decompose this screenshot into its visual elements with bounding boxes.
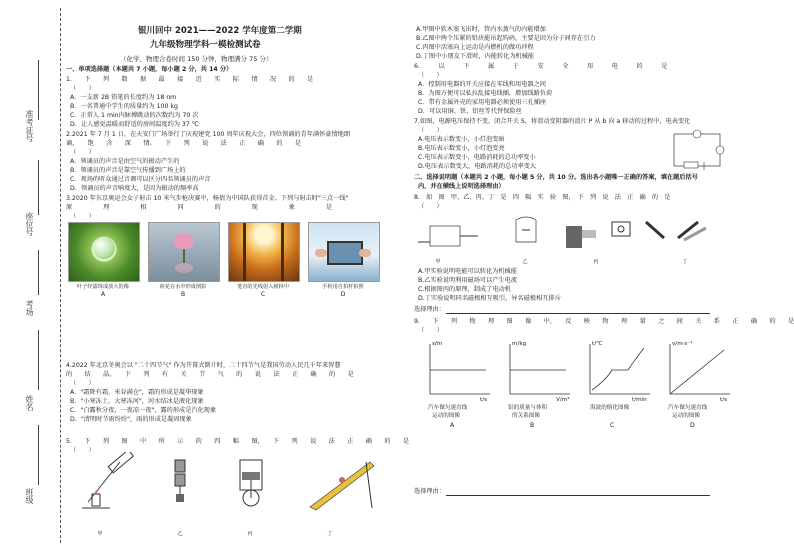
q5-figures — [80, 452, 380, 514]
q2-option-c: C．观场的听众通过音调可以区分四名领诵员的声音 — [70, 176, 211, 183]
q2-paren: （ ） — [70, 149, 95, 156]
q5-option-d: D.丁图中小朋友下滑时，内能转化为机械能 — [416, 53, 535, 60]
q9-d-caption-2: 运动的图像 — [672, 413, 700, 419]
q5-label-bing: 丙 — [247, 531, 253, 537]
q8-option-c: C.根据图丙的原理，制成了电动机 — [418, 286, 511, 293]
q6-option-d: D．可以用铜、铁、铝丝等代替保险丝 — [418, 108, 522, 115]
q9-paren: （ ） — [418, 327, 443, 334]
fill-line-5 — [38, 425, 39, 485]
q9-c-caption-1: 海波的熔化图像 — [590, 405, 630, 411]
q4-option-c: C．"白露秋分夜，一夜凉一夜"，露的形成是汽化现象 — [70, 407, 217, 414]
q9-a-y-axis: s/m — [432, 341, 443, 347]
q8-paren: （ ） — [418, 203, 443, 210]
q9-a-letter: A — [450, 422, 455, 429]
q3-letter-c: C — [260, 291, 266, 298]
section-2-heading-1: 二、选择说明题（本题共 2 小题，每小题 5 分，共 10 分。选出各小题唯一正确的答案，填在题后括号 — [414, 174, 698, 181]
binding-line — [60, 8, 61, 543]
q6-option-a: A．控制用电器的开关应接在零线和用电器之间 — [418, 81, 546, 88]
q3-photo-b-lotus — [148, 222, 220, 282]
fill-line-3 — [38, 250, 39, 295]
field-exam-number: 准考证号 — [25, 110, 34, 142]
q9-a-caption-2: 运动的图像 — [432, 413, 460, 419]
q9-stem: 9. 下 列 物 理 图 像 中， 反 映 物 理 量 之 间 关 系 正 确 的 是 — [414, 318, 794, 325]
q8-reason-line[interactable] — [446, 313, 710, 314]
q3-caption-d: 手机用自拍杆拍照 — [322, 284, 364, 290]
q4-paren: （ ） — [70, 380, 95, 387]
q9-c-letter: C — [610, 422, 615, 429]
q9-b-caption-2: 的关系图像 — [512, 413, 540, 419]
q9-b-caption-1: 铝的质量与体积 — [508, 405, 548, 411]
field-seat-number: 座位号 — [25, 212, 34, 236]
q5-option-a: A.甲图中软木塞飞出时，管内水蒸气的内能增加 — [416, 26, 546, 33]
q9-graph-a — [424, 340, 494, 450]
q1-option-a: A．一支新 2B 铅笔的长度约为 18 nm — [70, 94, 177, 101]
q9-a-caption-1: 汽车做匀速直线 — [428, 405, 468, 411]
q2-stem-2: 诵， 饱 含 深 情。 下 列 说 法 正 确 的 是 — [66, 140, 302, 147]
q7-circuit-diagram — [670, 128, 726, 172]
q7-paren: （ ） — [418, 127, 443, 134]
title-line-2: 九年级物理学科一模检测试卷 — [150, 40, 261, 50]
q2-option-d: D．领诵员的声音响度大，是因为振动的频率高 — [70, 185, 199, 192]
q8-option-b: B.乙实验说明利用磁场可以产生电流 — [418, 277, 518, 284]
q3-letter-b: B — [180, 291, 186, 298]
q1-option-b: B．一名普通中学生的质量约为 100 kg — [70, 103, 178, 110]
q4-option-a: A．"霜降有霜，米谷满仓"，霜的形成是凝华现象 — [70, 389, 204, 396]
section-2-heading-2: 内，并在横线上说明选择理由） — [418, 183, 505, 190]
q3-caption-c: 笔直的光线射入树林中 — [237, 284, 289, 290]
q1-paren: （ ） — [70, 85, 95, 92]
q2-option-b: B．领诵员的声音是靠空气传播到广场上的 — [70, 167, 186, 174]
q5-label-ding: 丁 — [327, 531, 333, 537]
q2-stem-1: 2.2021 年 7 月 1 日，在天安门广场举行了庆祝建党 100 周年庆祝大会，四位领诵的青年满怀豪情地朗 — [66, 131, 351, 138]
q6-stem: 6. 以 下 属 于 安 全 用 电 的 是 — [414, 63, 668, 70]
q8-label-yi: 乙 — [522, 259, 528, 265]
q8-label-bing: 丙 — [593, 259, 599, 265]
section-1-heading: 一、单项选择题（本题共 7 小题，每小题 2 分，共 14 分） — [66, 66, 233, 73]
q3-letter-d: D — [340, 291, 346, 298]
q7-option-b: B.电压表示数变小，小灯泡变亮 — [418, 145, 505, 152]
q9-b-x-axis: V/m³ — [556, 397, 570, 403]
q4-option-b: B．"小寒冻土，大寒冻河"，河水结冰是液化现象 — [70, 398, 204, 405]
q2-option-a: A．领诵员的声音是由空气的振动产生的 — [70, 158, 180, 165]
q5-paren: （ ） — [70, 447, 95, 454]
q3-stem-1: 3.2020 年东京奥运会女子射击 10 米气步枪决赛中，杨倩为中国队获得首金。下列与射击时"三点一线" — [66, 195, 349, 202]
q9-d-caption-1: 汽车做匀速直线 — [668, 405, 708, 411]
fill-line-4 — [38, 330, 39, 390]
q6-option-b: B．为图方便可以私拉乱接电线插，增加线路负荷 — [418, 90, 553, 97]
q7-stem: 7.如图，电源电压保持不变，闭合开关 S，将滑动变阻器的滑片 P 从 b 向 a 移动的过程中，电表变化 — [414, 118, 691, 125]
q3-caption-b: 荷花在水中形成倒影 — [159, 284, 207, 290]
q9-reason-label: 选择理由： — [414, 488, 445, 495]
q4-stem-2: 的 结 晶。 下 列 有 关 节 气 的 说 法 正 确 的 是 — [66, 371, 354, 378]
q4-option-d: D．"清明时节雨纷纷"，雨的形成是凝固现象 — [70, 416, 192, 423]
q8-figures — [416, 212, 716, 258]
q9-b-y-axis: m/kg — [512, 341, 527, 347]
q6-paren: （ ） — [418, 72, 443, 79]
q9-graph-b — [504, 340, 574, 450]
q3-photo-d-selfie-stick — [308, 222, 380, 282]
q9-d-x-axis: t/s — [720, 397, 727, 403]
q3-photo-c-forest-light — [228, 222, 300, 282]
q7-option-d: D.电压表示数变大，电路消耗的总功率变大 — [418, 163, 537, 170]
q9-graph-c — [584, 340, 654, 450]
q3-photo-a-water-drop — [68, 222, 140, 282]
q4-stem-1: 4.2022 年北京冬奥会以 "二十四节气" 作为开幕式倒计时，二十四节气是我国劳动人民几千年来智慧 — [66, 362, 341, 369]
fill-line-2 — [38, 160, 39, 215]
q9-c-y-axis: t/℃ — [592, 341, 603, 347]
q9-graph-d — [664, 340, 734, 450]
q8-reason-label: 选择理由： — [414, 306, 445, 313]
field-name: 姓名 — [25, 395, 34, 411]
q9-c-x-axis: t/min — [632, 397, 647, 403]
q7-option-c: C.电压表示数变小，电路消耗的总功率变小 — [418, 154, 536, 161]
fill-line-1 — [38, 60, 39, 120]
q3-paren: （ ） — [70, 213, 95, 220]
q9-d-y-axis: v/m·s⁻¹ — [672, 341, 693, 347]
q1-option-d: D．让人感觉温暖而舒适的房间温度约为 37 ℃ — [70, 121, 199, 128]
q7-option-a: A.电压表示数变小，小灯泡变暗 — [418, 136, 505, 143]
field-class: 班级 — [25, 488, 34, 504]
q5-option-b: B.乙图中两个压紧的铅块能吊起钩码，主要是因为分子间存在引力 — [416, 35, 596, 42]
exam-note: （化学、物理合卷时间 150 分钟，物理满分 75 分） — [120, 55, 273, 63]
q9-a-x-axis: t/s — [480, 397, 487, 403]
q5-stem: 5. 下 列 图 中 所 示 的 四 幅 图， 下 列 说 法 正 确 的 是 — [66, 438, 410, 445]
q5-option-c: C.丙图中活塞向上运动是内燃机的做功冲程 — [416, 44, 534, 51]
q9-reason-line[interactable] — [446, 495, 710, 496]
q3-caption-a: 叶子经露珠成放大的像 — [77, 284, 129, 290]
q8-option-d: D.丁实验说明同名磁极相互吸引，异名磁极相互排斥 — [418, 295, 561, 302]
q8-stem: 8. 如 图 甲、乙、丙、丁 是 四 幅 实 验 图， 下 列 说 法 正 确 的 是 — [414, 194, 671, 201]
q8-option-a: A.甲实验说明电能可以转化为机械能 — [418, 268, 517, 275]
q8-label-ding: 丁 — [682, 259, 688, 265]
q1-stem: 1. 下 列 数 据 最 接 近 实 际 情 况 的 是 — [66, 76, 314, 83]
q6-option-c: C．带有金属外壳的家用电器必须使用三孔插座 — [418, 99, 547, 106]
q9-b-letter: B — [530, 422, 535, 429]
q3-stem-2: 原 理 相 同 的 现 象 是 — [66, 204, 333, 211]
q1-option-c: C．正常人 1 min内脉搏跳动的次数约为 70 次 — [70, 112, 199, 119]
q5-label-jia: 甲 — [97, 531, 103, 537]
q5-label-yi: 乙 — [177, 531, 183, 537]
field-exam-room: 考场 — [25, 300, 34, 316]
q3-letter-a: A — [100, 291, 106, 298]
q8-label-jia: 甲 — [435, 259, 441, 265]
title-line-1: 银川回中 2021——2022 学年度第二学期 — [138, 26, 302, 36]
q9-d-letter: D — [690, 422, 695, 429]
